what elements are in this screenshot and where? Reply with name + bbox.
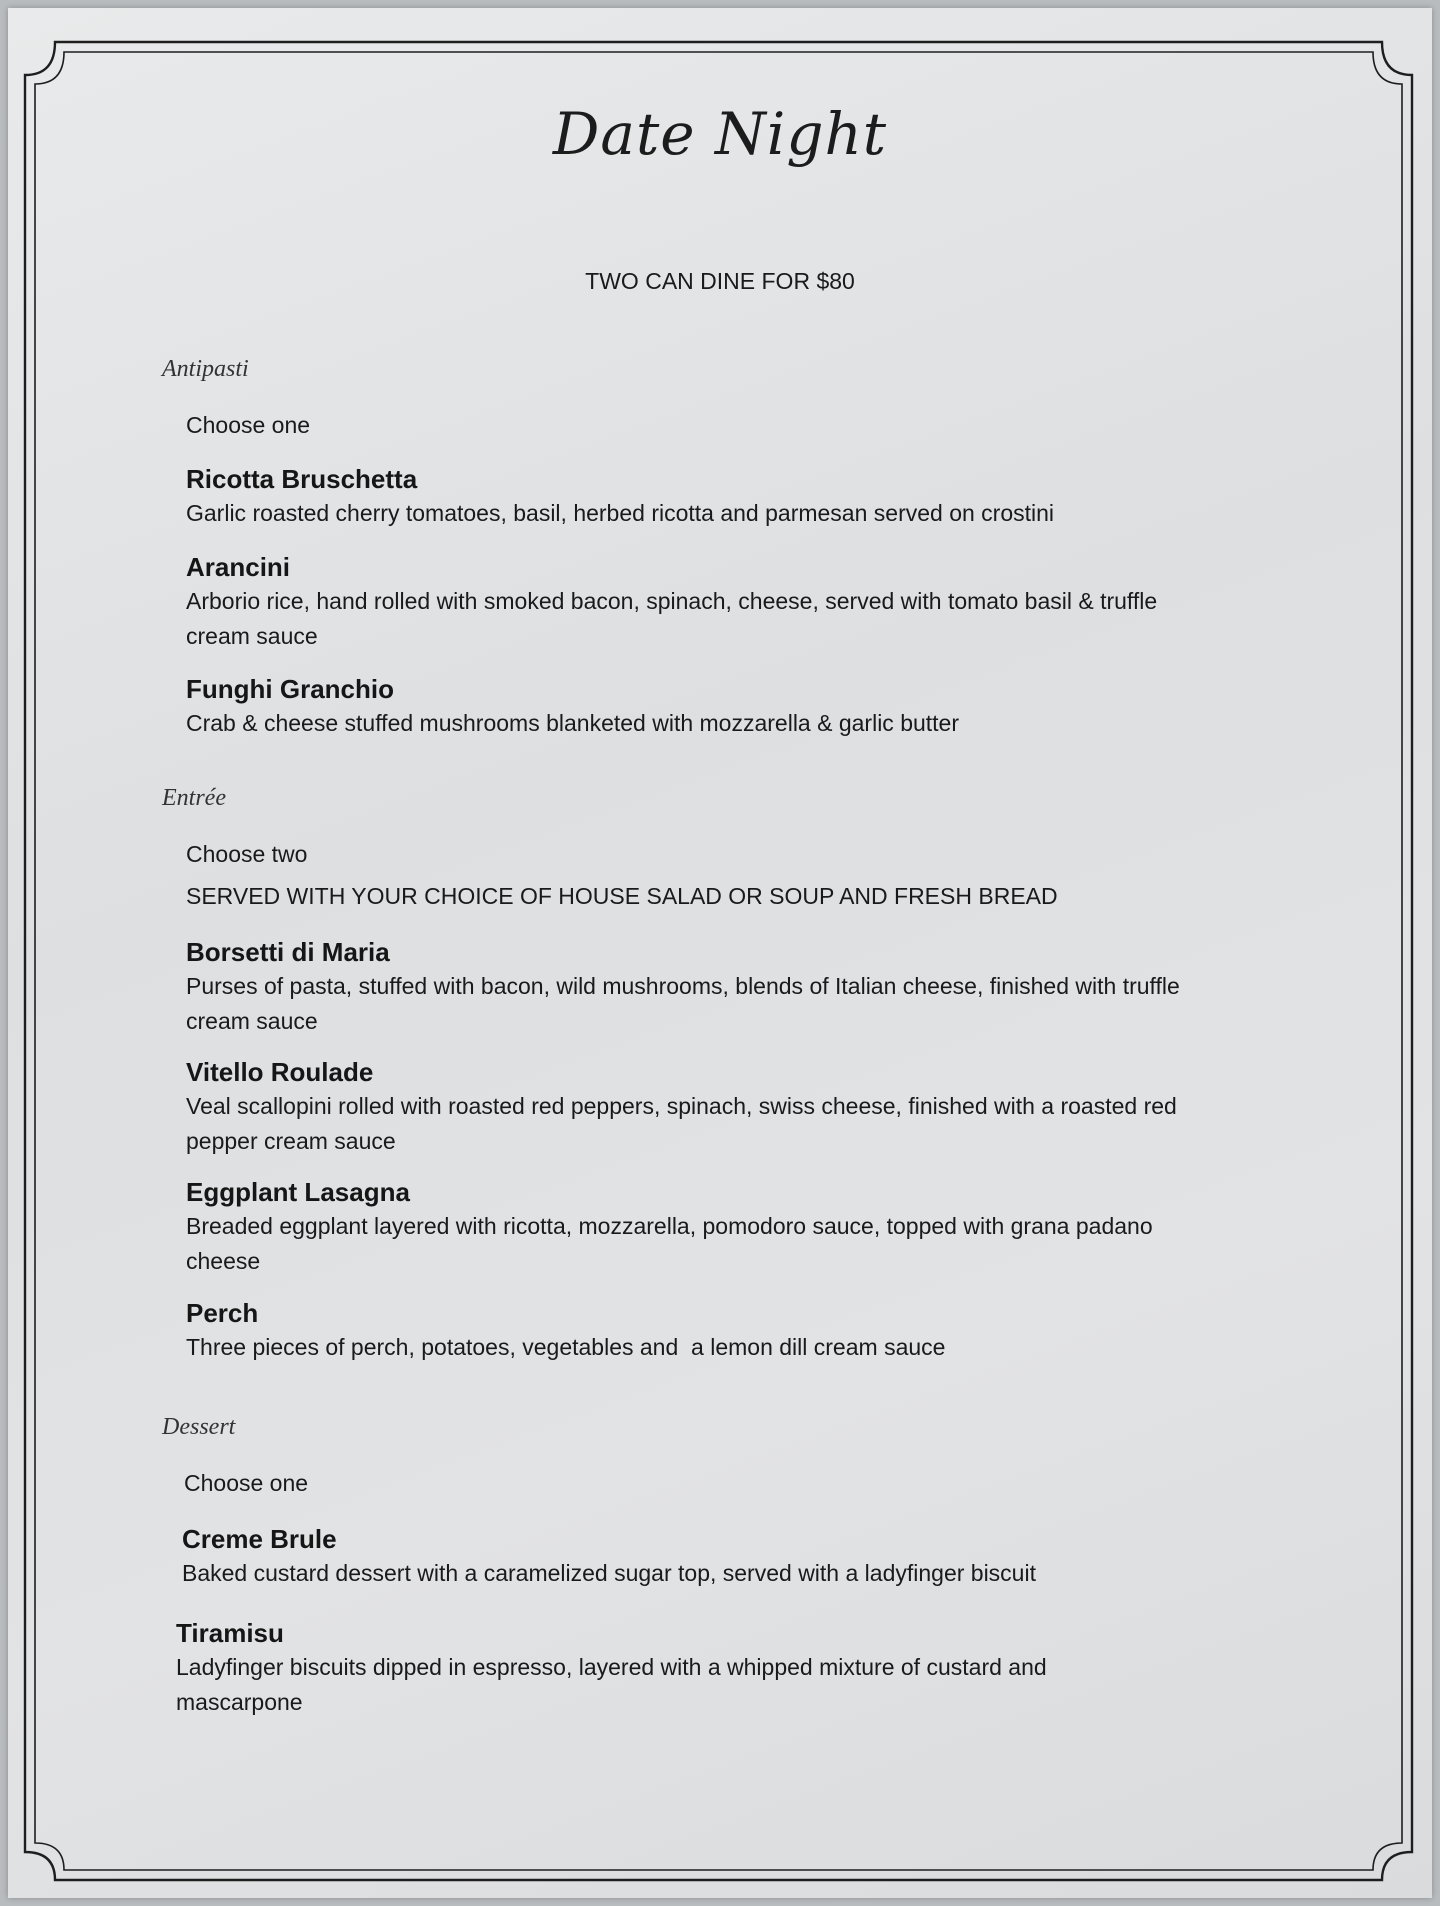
item-description: Ladyfinger biscuits dipped in espresso, layered with a whipped mixture of custard and mascarpone (176, 1654, 1047, 1715)
antipasti-choice-note: Choose one (186, 412, 311, 438)
item-description: Arborio rice, hand rolled with smoked bacon, spinach, cheese, served with tomato basil & truffle cream sauce (186, 588, 1158, 649)
section-label-antipasti: Antipasti (162, 356, 249, 382)
menu-item-vitello-roulade (186, 1055, 1236, 1159)
menu-item-ricotta-bruschetta (186, 462, 1236, 531)
menu-item-arancini (186, 550, 1236, 654)
entree-choice-note: Choose two (186, 841, 308, 867)
item-description: Garlic roasted cherry tomatoes, basil, herbed ricotta and parmesan served on crostini (186, 500, 1055, 526)
item-name: Borsetti di Maria (186, 937, 390, 967)
item-description: Crab & cheese stuffed mushrooms blanketed with mozzarella & garlic butter (186, 710, 960, 736)
item-name: Ricotta Bruschetta (186, 464, 418, 494)
item-description: Purses of pasta, stuffed with bacon, wild mushrooms, blends of Italian cheese, finished with truffle cream sauce (186, 973, 1180, 1034)
menu-item-borsetti-di-maria (186, 935, 1236, 1039)
item-description: Baked custard dessert with a caramelized sugar top, served with a ladyfinger biscuit (182, 1560, 1036, 1586)
section-label-dessert: Dessert (162, 1414, 236, 1440)
item-description: Three pieces of perch, potatoes, vegetables and a lemon dill cream sauce (186, 1334, 946, 1360)
item-name: Tiramisu (176, 1618, 284, 1648)
dessert-choice-note: Choose one (184, 1470, 309, 1496)
item-name: Vitello Roulade (186, 1057, 374, 1087)
section-label-entree: Entrée (162, 785, 226, 811)
menu-item-creme-brule (182, 1522, 1232, 1591)
item-name: Perch (186, 1298, 259, 1328)
item-name: Funghi Granchio (186, 674, 394, 704)
item-name: Creme Brule (182, 1524, 337, 1554)
item-description: Veal scallopini rolled with roasted red peppers, spinach, swiss cheese, finished with a roasted red pepper cream sauce (186, 1093, 1177, 1154)
menu-item-eggplant-lasagna (186, 1175, 1236, 1279)
menu-item-tiramisu (176, 1616, 1226, 1720)
menu-title: Date Night (552, 100, 888, 168)
item-name: Arancini (186, 552, 291, 582)
menu-item-funghi-granchio (186, 672, 1236, 741)
menu-subtitle: TWO CAN DINE FOR $80 (585, 268, 855, 294)
item-description: Breaded eggplant layered with ricotta, mozzarella, pomodoro sauce, topped with grana padano cheese (186, 1213, 1153, 1274)
item-name: Eggplant Lasagna (186, 1177, 410, 1207)
menu-item-perch (186, 1296, 1236, 1365)
entree-served-with-note: SERVED WITH YOUR CHOICE OF HOUSE SALAD OR SOUP AND FRESH BREAD (186, 883, 1058, 909)
